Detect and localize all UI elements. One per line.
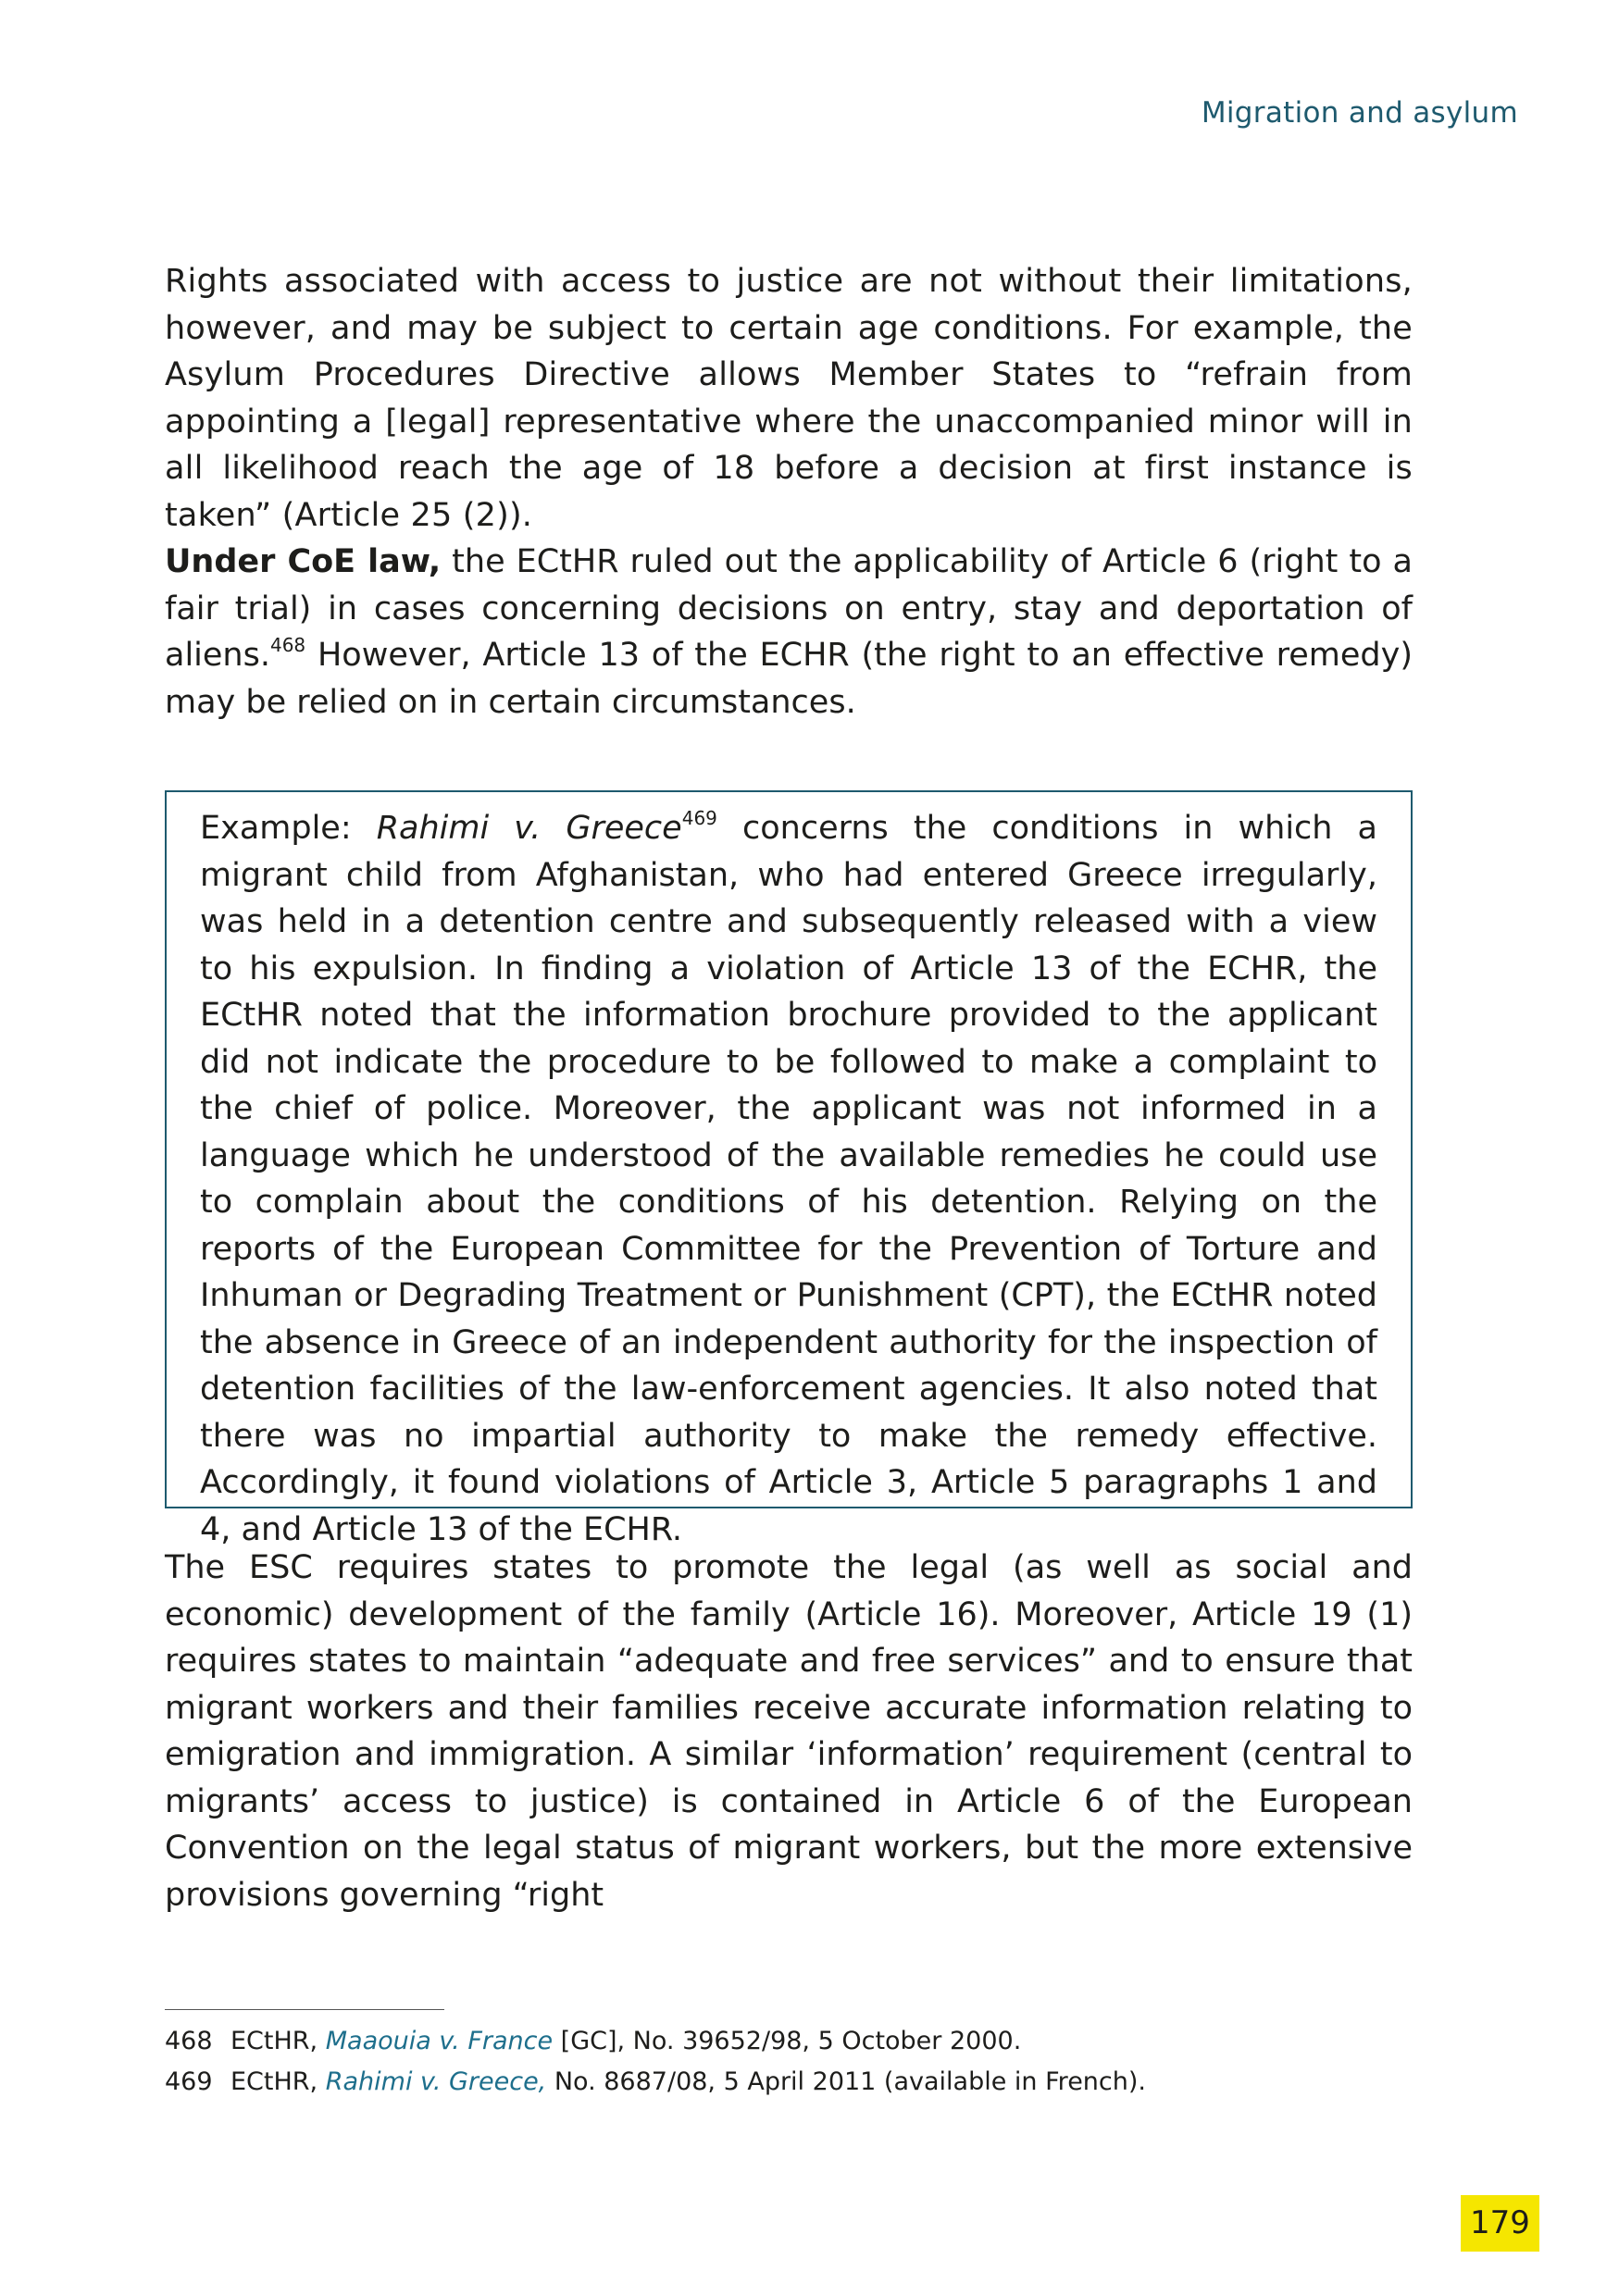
- example-text: [200, 805, 1377, 1553]
- running-header: Migration and asylum: [1201, 96, 1518, 130]
- footnote-prefix: ECtHR,: [230, 2027, 326, 2055]
- paragraph-lead: Under CoE law,: [165, 543, 442, 580]
- footnote-citation: No. 8687/08, 5 April 2011 (available in French).: [546, 2067, 1146, 2096]
- paragraph-age-limitations: Rights associated with access to justice are not without their limitations, however, and may be subject to certain age conditions. For example, the Asylum Procedures Directive allows Member States to “refrain from appointing a [legal] representative where the unaccompanied minor will in all likelihood reach the age of 18 before a decision at first instance is taken” (Article 25 (2)).: [165, 263, 1413, 534]
- footnote-citation: [GC], No. 39652/98, 5 October 2000.: [553, 2027, 1022, 2055]
- page-number-badge: 179: [1461, 2195, 1539, 2252]
- example-body: concerns the conditions in which a migrant child from Afghanistan, who had entered Greece irregularly, was held in a detention centre and subsequently released with a view to his expulsion. In finding a violation of Article 13 of the ECHR, the ECtHR noted that the information brochure provided to the applicant did not indicate the procedure to be followed to make a complaint to the chief of police. Moreover, the applicant was not informed in a language which he understood of the available remedies he could use to complain about the conditions of his detention. Relying on the reports of the European Committee for the Prevention of Torture and Inhuman or Degrading Treatment or Punishment (CPT), the ECtHR noted the absence in Greece of an independent authority for the inspection of detention facilities of the law-enforcement agencies. It also noted that there was no impartial authority to make the remedy effective. Accordingly, it found violations of Article 3, Article 5 paragraphs 1 and 4, and Article 13 of the ECHR.: [200, 810, 1377, 1548]
- footnote-number: 469: [165, 2067, 213, 2096]
- example-box: [165, 790, 1413, 1548]
- example-case-name: Rahimi v. Greece: [376, 810, 682, 847]
- footnote-number: 468: [165, 2027, 213, 2055]
- paragraph-text: However, Article 13 of the ECHR (the right to an effective remedy) may be relied on in certain circumstances.: [165, 637, 1413, 721]
- footnote-divider: [165, 2009, 444, 2010]
- footnote-prefix: ECtHR,: [230, 2067, 326, 2096]
- paragraph-coe-law: [165, 539, 1413, 726]
- footnote-ref-468[interactable]: 468: [269, 634, 306, 656]
- footnote-ref-469[interactable]: 469: [681, 807, 717, 829]
- footnotes: [165, 2021, 1413, 2103]
- paragraph-text: the ECtHR ruled out the applicability of Article 6 (right to a fair trial) in cases concerning decisions on entry, stay and deportation of aliens.: [165, 543, 1413, 674]
- footnote-case-link[interactable]: Rahimi v. Greece,: [325, 2067, 547, 2096]
- footnote-case-link[interactable]: Maaouia v. France: [325, 2027, 554, 2055]
- footnote-469: [165, 2062, 1413, 2103]
- example-label: Example:: [200, 810, 377, 847]
- footnote-468: [165, 2021, 1413, 2062]
- paragraph-esc: The ESC requires states to promote the legal (as well as social and economic) development of the family (Article 16). Moreover, Article 19 (1) requires states to maintain “adequate and free services” and to ensure that migrant workers and their families receive accurate information relating to emigration and immigration. A similar ‘information’ requirement (central to migrants’ access to justice) is contained in Article 6 of the European Convention on the legal status of migrant workers, but the more extensive provisions governing “right: [165, 1549, 1413, 1914]
